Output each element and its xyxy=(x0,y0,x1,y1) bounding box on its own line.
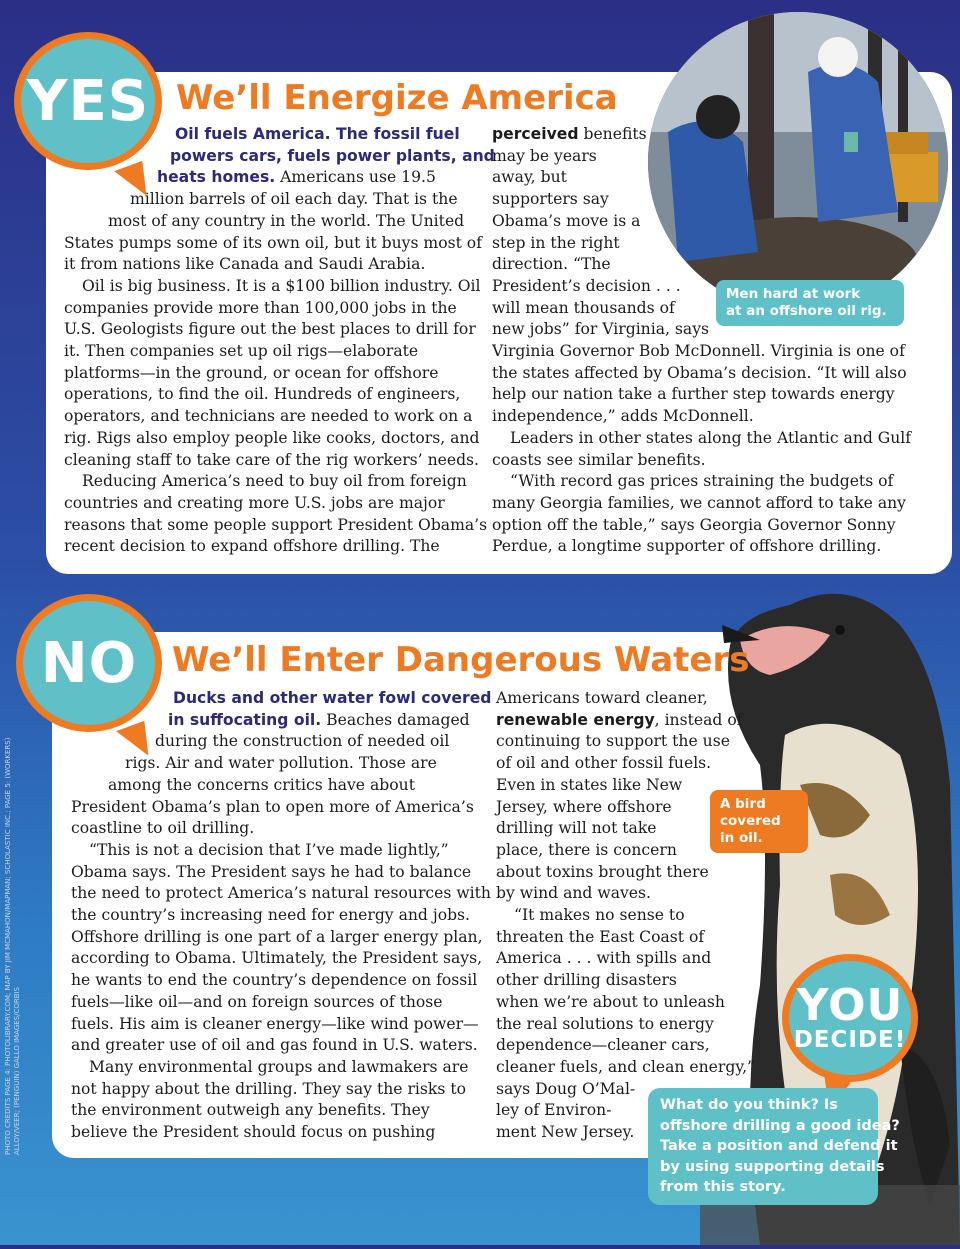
yes-body-line: it from nations like Canada and Saudi Arabia. xyxy=(64,255,426,274)
yes-body-line: President’s decision . . . xyxy=(492,276,681,295)
no-column-1 xyxy=(71,688,492,1144)
no-body-line: other drilling disasters xyxy=(496,971,677,990)
yes-body-line: new jobs” for Virginia, says xyxy=(492,320,710,339)
yes-lead-line: heats homes. xyxy=(157,168,276,187)
yes-column-1 xyxy=(64,124,495,558)
caption-line: at an offshore oil rig. xyxy=(726,303,887,319)
no-body-line: rigs. Air and water pollution. Those are xyxy=(125,754,437,773)
rig-photo-caption xyxy=(716,280,904,326)
credits-line: PHOTO CREDITS PAGE 4: PHOTOLIBRARY.COM; MAP BY JIM MCMAHON/MAPMAN; SCHOLASTIC INC.; PAGE 5: (WORKERS) xyxy=(4,737,12,1155)
you-decide-word-2: DECIDE! xyxy=(793,1027,907,1053)
yes-body-line: Leaders in other states along the Atlantic and Gulf xyxy=(510,428,912,447)
yes-body-line: will mean thousands of xyxy=(492,298,675,317)
yes-body-line: away, but xyxy=(492,168,567,187)
yes-body-line: companies provide more than 100,000 jobs in the xyxy=(64,298,457,317)
caption-line: in oil. xyxy=(720,830,763,846)
no-body-line: Jersey, where offshore xyxy=(496,797,672,816)
yes-body-line: benefits xyxy=(578,125,647,143)
no-body-line: threaten the East Coast of xyxy=(496,927,705,946)
caption-line: covered xyxy=(720,813,781,829)
photo-credits xyxy=(4,737,22,1155)
yes-body-line: option off the table,” says Georgia Governor Sonny xyxy=(492,515,896,534)
prompt-line: What do you think? Is xyxy=(660,1097,838,1113)
bird-photo-caption xyxy=(710,790,808,853)
yes-body-line: cleaning staff to take care of the rig workers’ needs. xyxy=(64,450,480,469)
no-body-line: Offshore drilling is one part of a larger energy plan, xyxy=(71,927,483,946)
no-body-line: about toxins brought there xyxy=(496,862,709,881)
prompt-line: from this story. xyxy=(660,1179,786,1195)
yes-body-line: many Georgia families, we cannot afford to take any xyxy=(492,493,906,512)
you-decide-word-1: YOU xyxy=(796,980,904,1031)
yes-body-line: Oil is big business. It is a $100 billion industry. Oil xyxy=(82,276,481,295)
no-badge-label: NO xyxy=(40,630,138,696)
no-body-line: Many environmental groups and lawmakers are xyxy=(89,1057,469,1076)
you-decide-badge xyxy=(782,954,918,1082)
yes-body-line: Americans use 19.5 xyxy=(275,168,436,187)
no-lead-line: Ducks and other water fowl covered xyxy=(173,689,492,707)
yes-body-line: operations, to find the oil. Hundreds of engineers, xyxy=(64,385,461,404)
caption-line: Men hard at work xyxy=(726,286,861,302)
yes-body-line: Obama’s move is a xyxy=(492,211,641,230)
no-body-line: cleaner fuels, and clean energy,” xyxy=(496,1057,756,1076)
yes-body-line: most of any country in the world. The United xyxy=(108,211,465,230)
no-headline: We’ll Enter Dangerous Waters xyxy=(172,640,750,680)
no-body-line: “It makes no sense to xyxy=(514,906,685,925)
prompt-line: offshore drilling a good idea? xyxy=(660,1117,900,1134)
no-body-line: President Obama’s plan to open more of America’s xyxy=(71,797,474,816)
yes-body-line: States pumps some of its own oil, but it buys most of xyxy=(64,233,482,252)
no-body-line: dependence—cleaner cars, xyxy=(496,1036,710,1055)
no-body-line: ment New Jersey. xyxy=(496,1123,635,1142)
no-body-line: coastline to oil drilling. xyxy=(71,819,255,838)
no-body-line: fuels—like oil—and on foreign sources of those xyxy=(71,992,443,1011)
yes-body-line: reasons that some people support President Obama’s xyxy=(64,515,488,534)
no-body-line: during the construction of needed oil xyxy=(155,732,450,751)
no-keyword: renewable energy xyxy=(496,710,655,729)
no-body-line: by wind and waves. xyxy=(496,884,651,903)
no-body-line: ley of Environ- xyxy=(496,1101,612,1120)
yes-body-line: coasts see similar benefits. xyxy=(492,450,706,469)
yes-body-line: independence,” adds McDonnell. xyxy=(492,407,754,426)
no-body-line: Americans toward cleaner, xyxy=(496,689,708,707)
no-body-line: Even in states like New xyxy=(496,775,683,794)
no-body-line: when we’re about to unleash xyxy=(496,992,725,1011)
yes-lead-line: Oil fuels America. The fossil fuel xyxy=(175,125,460,143)
yes-body-line: it. Then companies set up oil rigs—elaborate xyxy=(64,342,419,361)
no-body-line: , instead of xyxy=(654,710,743,729)
no-body-line: he wants to end the country’s dependence on fossil xyxy=(71,971,478,990)
yes-body-line: supporters say xyxy=(492,190,609,209)
yes-body-line: rig. Rigs also employ people like cooks, doctors, and xyxy=(64,428,480,447)
yes-body-line: countries and creating more U.S. jobs are major xyxy=(64,493,445,512)
no-body-line: the country’s increasing need for energy and jobs. xyxy=(71,906,471,925)
yes-badge-label: YES xyxy=(26,68,150,134)
no-body-line: among the concerns critics have about xyxy=(108,775,415,794)
no-body-line: place, there is concern xyxy=(496,840,677,859)
no-body-line: America . . . with spills and xyxy=(496,949,712,968)
yes-body-line: “With record gas prices straining the budgets of xyxy=(510,472,894,491)
no-body-line: Beaches damaged xyxy=(321,710,470,729)
no-body-line: of oil and other fossil fuels. xyxy=(496,754,712,773)
yes-body-line: direction. “The xyxy=(492,255,611,274)
prompt-line: Take a position and defend it xyxy=(660,1138,898,1154)
no-column-2 xyxy=(496,688,786,1144)
no-body-line: the real solutions to energy xyxy=(496,1014,714,1033)
no-body-line: fuels. His aim is cleaner energy—like wind power— xyxy=(71,1014,479,1033)
no-body-line: “This is not a decision that I’ve made lightly,” xyxy=(89,840,449,859)
yes-column-2 xyxy=(492,124,912,558)
yes-body-line: Virginia Governor Bob McDonnell. Virginia is one of xyxy=(492,342,905,361)
yes-body-line: Perdue, a longtime supporter of offshore drilling. xyxy=(492,537,882,556)
prompt-line: by using supporting details xyxy=(660,1158,885,1175)
no-body-line: not happy about the drilling. They say the risks to xyxy=(71,1079,466,1098)
yes-body-line: the states affected by Obama’s decision. “It will also xyxy=(492,363,907,382)
yes-body-line: recent decision to expand offshore drilling. The xyxy=(64,537,440,556)
no-lead-line: in suffocating oil. xyxy=(168,710,322,729)
no-body-line: Obama says. The President says he had to balance xyxy=(71,862,472,881)
yes-keyword: perceived xyxy=(492,125,579,143)
you-decide-prompt xyxy=(648,1088,900,1205)
no-body-line: according to Obama. Ultimately, the President says, xyxy=(71,949,483,968)
yes-headline: We’ll Energize America xyxy=(176,78,618,118)
no-body-line: believe the President should focus on pushing xyxy=(71,1123,436,1142)
no-body-line: continuing to support the use xyxy=(496,732,730,751)
yes-body-line: step in the right xyxy=(492,233,620,252)
no-body-line: says Doug O’Mal- xyxy=(496,1079,636,1098)
yes-body-line: platforms—in the ground, or ocean for offshore xyxy=(64,363,439,382)
yes-body-line: U.S. Geologists figure out the best places to drill for xyxy=(64,320,476,339)
caption-line: A bird xyxy=(720,796,766,812)
yes-lead-line: powers cars, fuels power plants, and xyxy=(170,146,495,165)
no-body-line: the environment outweigh any benefits. They xyxy=(71,1101,430,1120)
yes-body-line: help our nation take a further step towards energy xyxy=(492,385,895,404)
yes-body-line: may be years xyxy=(492,146,597,165)
yes-body-line: Reducing America’s need to buy oil from foreign xyxy=(82,472,467,491)
yes-body-line: million barrels of oil each day. That is the xyxy=(130,190,458,209)
no-body-line: and greater use of oil and gas found in U.S. waters. xyxy=(71,1036,478,1055)
no-body-line: drilling will not take xyxy=(496,819,657,838)
no-body-line: the need to protect America’s natural resources with xyxy=(71,884,491,903)
yes-body-line: operators, and technicians are needed to work on a xyxy=(64,407,473,426)
credits-line: ALLOY/VEER; (PENGUIN) GALLO IMAGES/CORBIS xyxy=(13,986,21,1155)
